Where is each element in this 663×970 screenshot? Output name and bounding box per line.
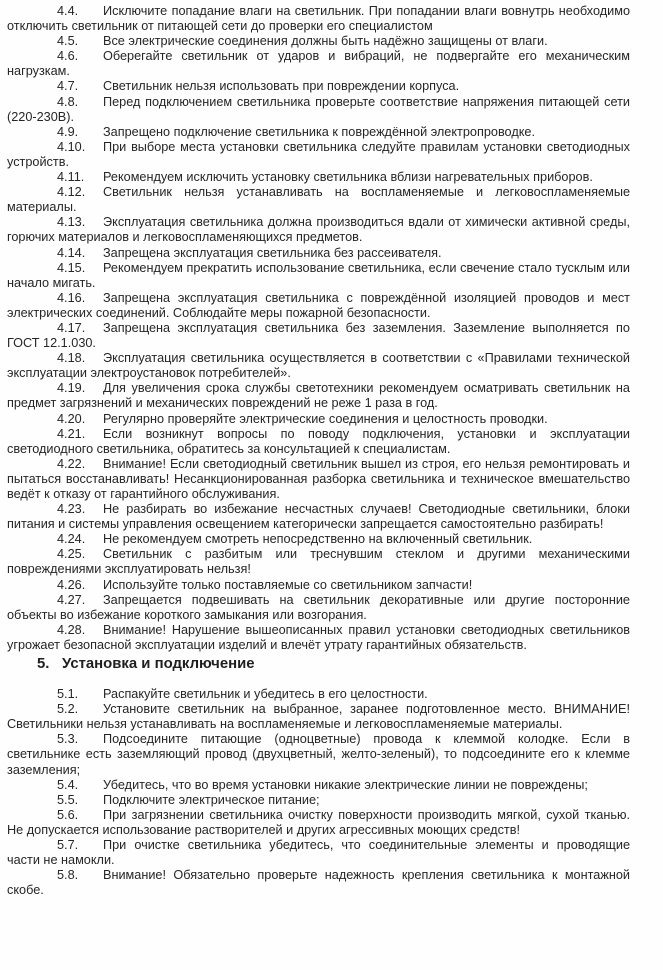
item-number: 5.7.: [57, 837, 79, 852]
list-item-5-2: [7, 702, 630, 732]
item-text: Запрещается подвешивать на светильник декоративные или другие посторонние объекты во избежание короткого замыкания или возгорания.: [7, 592, 630, 622]
list-item-5-4: [7, 778, 630, 793]
section-4-safety-rules: [7, 4, 630, 653]
list-item-4-17: [7, 321, 630, 351]
list-item-4-13: [7, 215, 630, 245]
item-number: 4.22.: [57, 456, 86, 471]
item-number: 5.2.: [57, 702, 79, 717]
item-text: При выборе места установки светильника следуйте правилам установки светодиодных устройств.: [7, 139, 630, 169]
item-number: 4.12.: [57, 185, 86, 200]
item-number: 4.25.: [57, 547, 86, 562]
item-number: 5.1.: [57, 687, 79, 702]
item-text: Светильник нельзя устанавливать на воспламеняемые и легковоспламеняемые материалы.: [7, 185, 630, 215]
item-number: 4.28.: [57, 622, 86, 637]
list-item-4-20: [7, 412, 630, 427]
item-text: Запрещено подключение светильника к повреждённой электропроводке.: [103, 124, 536, 139]
list-item-5-5: [7, 793, 630, 808]
list-item-5-3: [7, 732, 630, 777]
list-item-4-12: [7, 185, 630, 215]
item-number: 5.8.: [57, 868, 79, 883]
item-number: 4.19.: [57, 381, 86, 396]
list-item-4-28: [7, 623, 630, 653]
item-text: При загрязнении светильника очистку поверхности производить мягкой, сухой тканью. Не допускается использование растворителей и других агрессивных моющих средств!: [7, 807, 630, 837]
list-item-4-5: [7, 34, 630, 49]
item-text: Рекомендуем исключить установку светильника вблизи нагревательных приборов.: [103, 170, 593, 185]
list-item-4-25: [7, 547, 630, 577]
item-text: Запрещена эксплуатация светильника без рассеивателя.: [103, 245, 442, 260]
list-item-4-21: [7, 427, 630, 457]
item-text: Для увеличения срока службы светотехники рекомендуем осматривать светильник на предмет загрязнений и механических повреждений не реже 1 раза в год.: [7, 381, 630, 411]
section-title: Установка и подключение: [62, 656, 255, 673]
item-text: Используйте только поставляемые со светильником запчасти!: [103, 577, 473, 592]
item-number: 4.5.: [57, 34, 79, 49]
item-text: Рекомендуем прекратить использование светильника, если свечение стало тусклым или начало мигать.: [7, 260, 630, 290]
item-text: Внимание! Нарушение вышеописанных правил установки светодиодных светильников угрожает безопасной эксплуатации изделий и влечёт утрату гарантийных обязательств.: [7, 622, 630, 652]
item-text: Оберегайте светильник от ударов и вибраций, не подвергайте его механическим нагрузкам.: [7, 49, 630, 79]
item-number: 4.4.: [57, 4, 79, 18]
item-number: 4.24.: [57, 532, 86, 547]
section-5-heading: [37, 655, 630, 673]
item-text: Эксплуатация светильника осуществляется в соответствии с «Правилами технической эксплуатации электроустановок потребителей».: [7, 351, 630, 381]
item-text: Запрещена эксплуатация светильника с повреждённой изоляцией проводов и мест электрических соединений. Соблюдайте меры пожарной безопасности.: [7, 290, 630, 320]
item-number: 4.18.: [57, 351, 86, 366]
item-number: 4.14.: [57, 245, 86, 260]
list-item-5-1: [7, 687, 630, 702]
item-text: Запрещена эксплуатация светильника без заземления. Заземление выполняется по ГОСТ 12.1.030.: [7, 320, 630, 351]
list-item-4-22: [7, 457, 630, 502]
list-item-4-26: [7, 578, 630, 593]
item-text: Внимание! Обязательно проверьте надежность крепления светильника к монтажной скобе.: [7, 868, 630, 898]
list-item-4-8: [7, 95, 630, 125]
list-item-4-23: [7, 502, 630, 532]
item-number: 4.8.: [57, 94, 79, 109]
item-number: 4.20.: [57, 411, 86, 426]
list-item-4-11: [7, 170, 630, 185]
list-item-4-27: [7, 593, 630, 623]
item-number: 5.4.: [57, 777, 79, 792]
list-item-4-19: [7, 381, 630, 411]
item-number: 4.10.: [57, 139, 86, 154]
item-number: 4.15.: [57, 260, 86, 275]
list-item-5-8: [7, 868, 630, 898]
item-text: Не рекомендуем смотреть непосредственно на включенный светильник.: [103, 532, 533, 547]
item-text: Внимание! Если светодиодный светильник вышел из строя, его нельзя ремонтировать и пытаться восстанавливать! Несанкционированная разборка светильника и техническое вмешательство ведёт к отказу от гарантийного обслуживания.: [7, 456, 630, 501]
item-number: 4.7.: [57, 79, 79, 94]
item-text: Исключите попадание влаги на светильник. При попадании влаги вовнутрь необходимо отключить светильник от питающей сети до проверки его специалистом: [7, 4, 630, 34]
item-number: 4.23.: [57, 502, 86, 517]
item-number: 4.26.: [57, 577, 86, 592]
item-number: 4.17.: [57, 320, 86, 335]
list-item-4-15: [7, 261, 630, 291]
item-text: Не разбирать во избежание несчастных случаев! Светодиодные светильники, блоки питания и системы управления освещением категорически запрещается самостоятельно разбирать!: [7, 502, 630, 532]
item-number: 4.13.: [57, 215, 86, 230]
item-text: Убедитесь, что во время установки никакие электрические линии не повреждены;: [103, 777, 588, 792]
item-number: 4.27.: [57, 592, 86, 607]
section-number: 5.: [37, 656, 50, 673]
list-item-4-10: [7, 140, 630, 170]
item-text: Светильник нельзя использовать при повреждении корпуса.: [103, 79, 460, 94]
list-item-4-6: [7, 49, 630, 79]
item-text: Распакуйте светильник и убедитесь в его целостности.: [103, 687, 428, 702]
list-item-4-16: [7, 291, 630, 321]
item-number: 5.5.: [57, 792, 79, 807]
item-number: 5.6.: [57, 807, 79, 822]
item-number: 4.16.: [57, 290, 86, 305]
list-item-4-7: [7, 79, 630, 94]
list-item-5-6: [7, 808, 630, 838]
item-number: 4.21.: [57, 426, 86, 441]
list-item-4-4: [7, 4, 630, 34]
item-text: Подсоедините питающие (одноцветные) провода к клеммой колодке. Если в светильнике есть заземляющий провод (двухцветный, желто-зеленый), то подсоедините его к клемме заземления;: [7, 732, 630, 777]
list-item-4-14: [7, 246, 630, 261]
list-item-5-7: [7, 838, 630, 868]
item-text: Светильник с разбитым или треснувшим стеклом и другими механическими повреждениями эксплуатировать нельзя!: [7, 547, 630, 577]
item-number: 5.3.: [57, 732, 79, 747]
list-item-4-9: [7, 125, 630, 140]
item-text: Эксплуатация светильника должна производиться вдали от химически активной среды, горючих материалов и легковоспламеняющихся предметов.: [7, 215, 630, 245]
list-item-4-18: [7, 351, 630, 381]
item-text: Установите светильник на выбранное, заранее подготовленное место. ВНИМАНИЕ! Светильники нельзя устанавливать на воспламеняемые и легковоспламеняемые материалы.: [7, 702, 630, 732]
section-5-installation: [7, 687, 630, 898]
item-number: 4.9.: [57, 124, 79, 139]
item-number: 4.11.: [57, 170, 85, 185]
item-text: Если возникнут вопросы по поводу подключения, установки и эксплуатации светодиодного светильника, обратитесь за консультацией к специалистам.: [7, 426, 630, 456]
item-text: Все электрические соединения должны быть надёжно защищены от влаги.: [103, 34, 548, 49]
item-text: При очистке светильника убедитесь, что соединительные элементы и проводящие части не намокли.: [7, 837, 630, 868]
item-text: Регулярно проверяйте электрические соединения и целостность проводки.: [103, 411, 548, 426]
list-item-4-24: [7, 532, 630, 547]
item-text: Перед подключением светильника проверьте соответствие напряжения питающей сети (220-230В).: [7, 94, 630, 124]
item-number: 4.6.: [57, 49, 79, 64]
item-text: Подключите электрическое питание;: [103, 792, 320, 807]
